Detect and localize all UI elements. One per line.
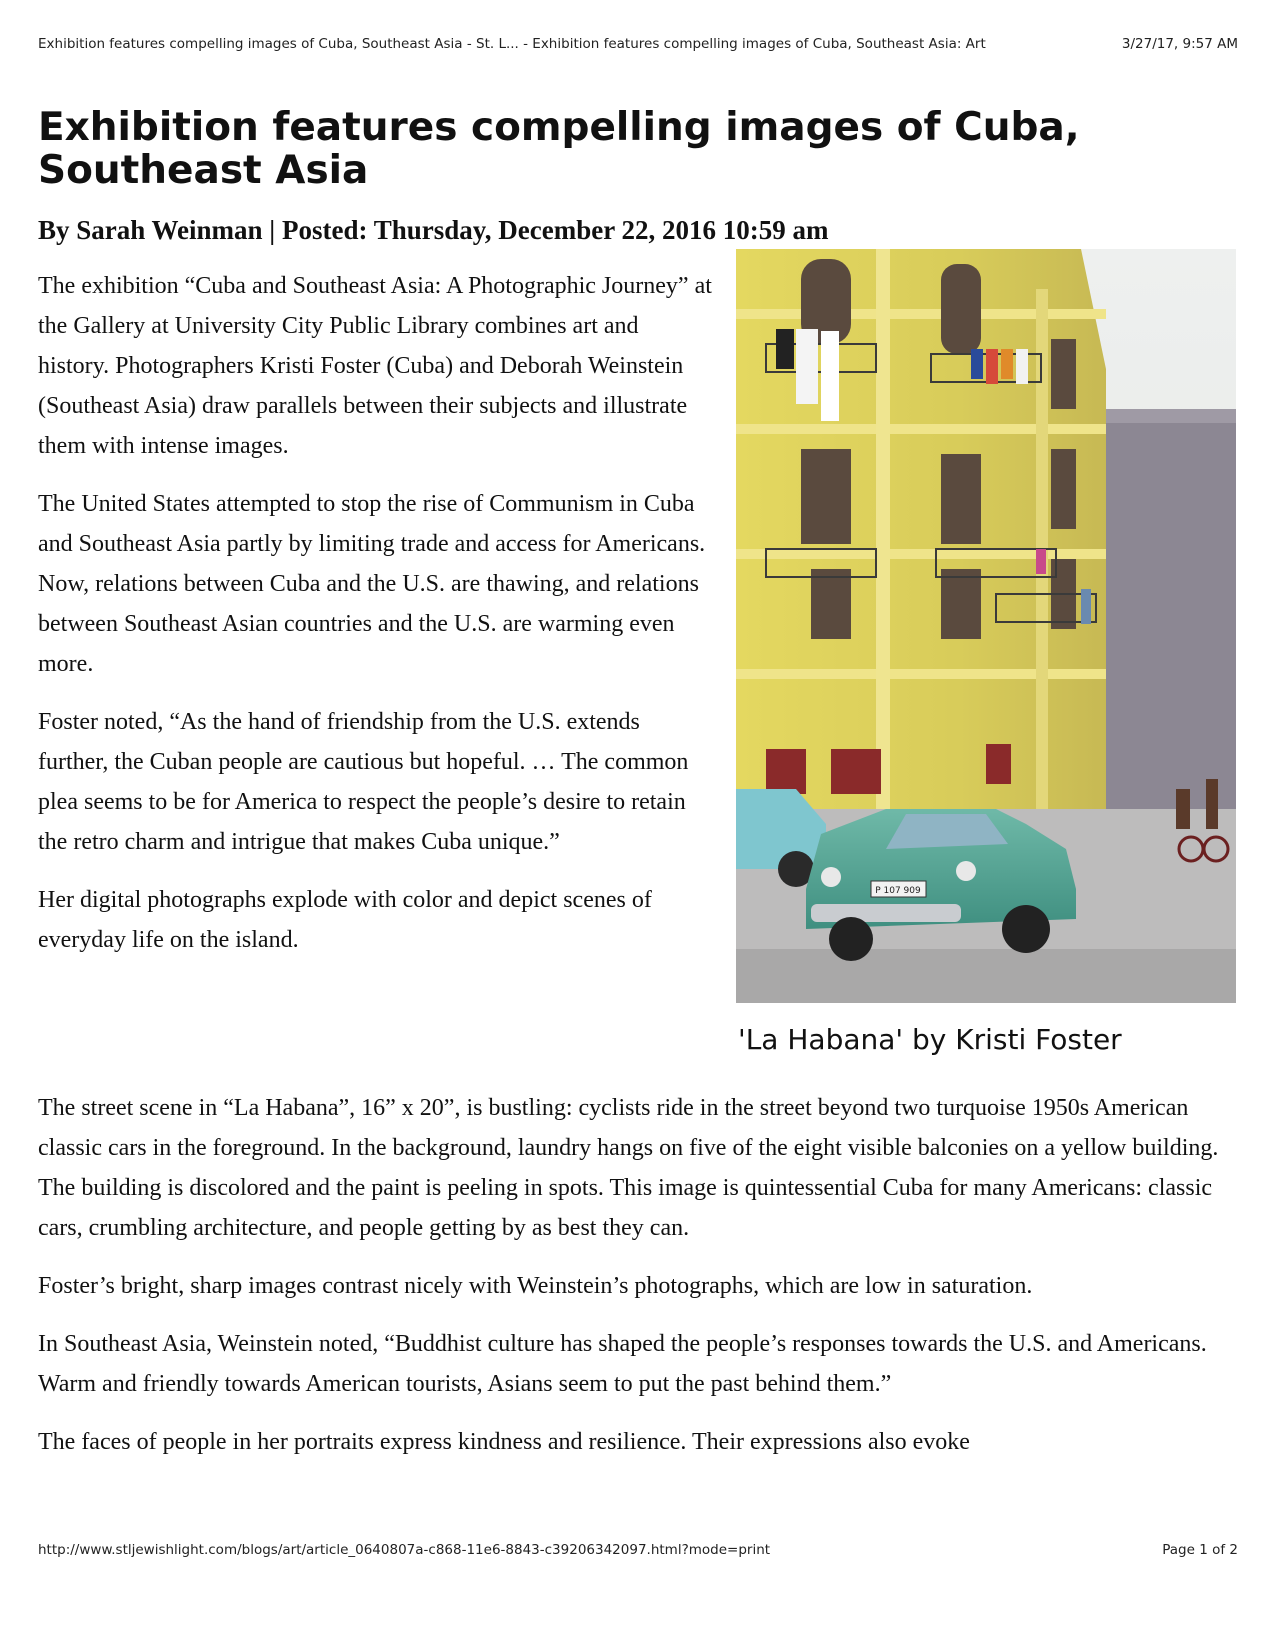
paragraph: Foster noted, “As the hand of friendship from the U.S. extends further, the Cuban people are cautious but hopeful. … The common plea seems to be for America to respect the people’s desire to retain the retro charm and intrigue that makes Cuba unique.”: [38, 709, 689, 855]
print-header-title: Exhibition features compelling images of Cuba, Southeast Asia - St. L... - Exhibition features compelling images of Cuba, Southeast Asia: Art: [38, 36, 986, 52]
article-byline: By Sarah Weinman | Posted: Thursday, December 22, 2016 10:59 am: [38, 215, 829, 245]
paragraph: The United States attempted to stop the rise of Communism in Cuba and Southeast Asia partly by limiting trade and access for Americans. Now, relations between Cuba and the U.S. are thawing, and relations between Southeast Asian countries and the U.S. are warming even more.: [38, 491, 706, 677]
paragraph: The street scene in “La Habana”, 16” x 20”, is bustling: cyclists ride in the street beyond two turquoise 1950s American classic cars in the foreground. In the background, laundry hangs on five of the eight visible balconies on a yellow building. The building is discolored and the paint is peeling in spots. This image is quintessential Cuba for many Americans: classic cars, crumbling architecture, and people getting by as best they can.: [38, 1095, 1219, 1241]
paragraph: The faces of people in her portraits express kindness and resilience. Their expressions also evoke: [38, 1429, 970, 1455]
article-body-beside-image: [38, 266, 714, 978]
article-figure: [736, 249, 1236, 1056]
license-plate: P 107 909: [875, 886, 921, 896]
page-number: Page 1 of 2: [1162, 1542, 1238, 1558]
print-footer-url: http://www.stljewishlight.com/blogs/art/article_0640807a-c868-11e6-8843-c39206342097.html?mode=print: [38, 1542, 771, 1558]
paragraph: The exhibition “Cuba and Southeast Asia: A Photographic Journey” at the Gallery at University City Public Library combines art and history. Photographers Kristi Foster (Cuba) and Deborah Weinstein (Southeast Asia) draw parallels between their subjects and illustrate them with intense images.: [38, 273, 712, 459]
paragraph: Her digital photographs explode with color and depict scenes of everyday life on the island.: [38, 887, 652, 953]
print-header-date: 3/27/17, 9:57 AM: [1121, 36, 1238, 52]
article-title: Exhibition features compelling images of Cuba, Southeast Asia: [38, 105, 1080, 193]
paragraph: In Southeast Asia, Weinstein noted, “Buddhist culture has shaped the people’s responses towards the U.S. and Americans. Warm and friendly towards American tourists, Asians seem to put the past behind them.”: [38, 1331, 1207, 1397]
article-body-full-width: [38, 1088, 1243, 1480]
print-footer: [38, 1542, 1238, 1558]
la-habana-photo: [736, 249, 1236, 1003]
paragraph: Foster’s bright, sharp images contrast nicely with Weinstein’s photographs, which are low in saturation.: [38, 1273, 1033, 1299]
image-caption: 'La Habana' by Kristi Foster: [738, 1023, 1122, 1056]
print-header: [38, 36, 1238, 52]
